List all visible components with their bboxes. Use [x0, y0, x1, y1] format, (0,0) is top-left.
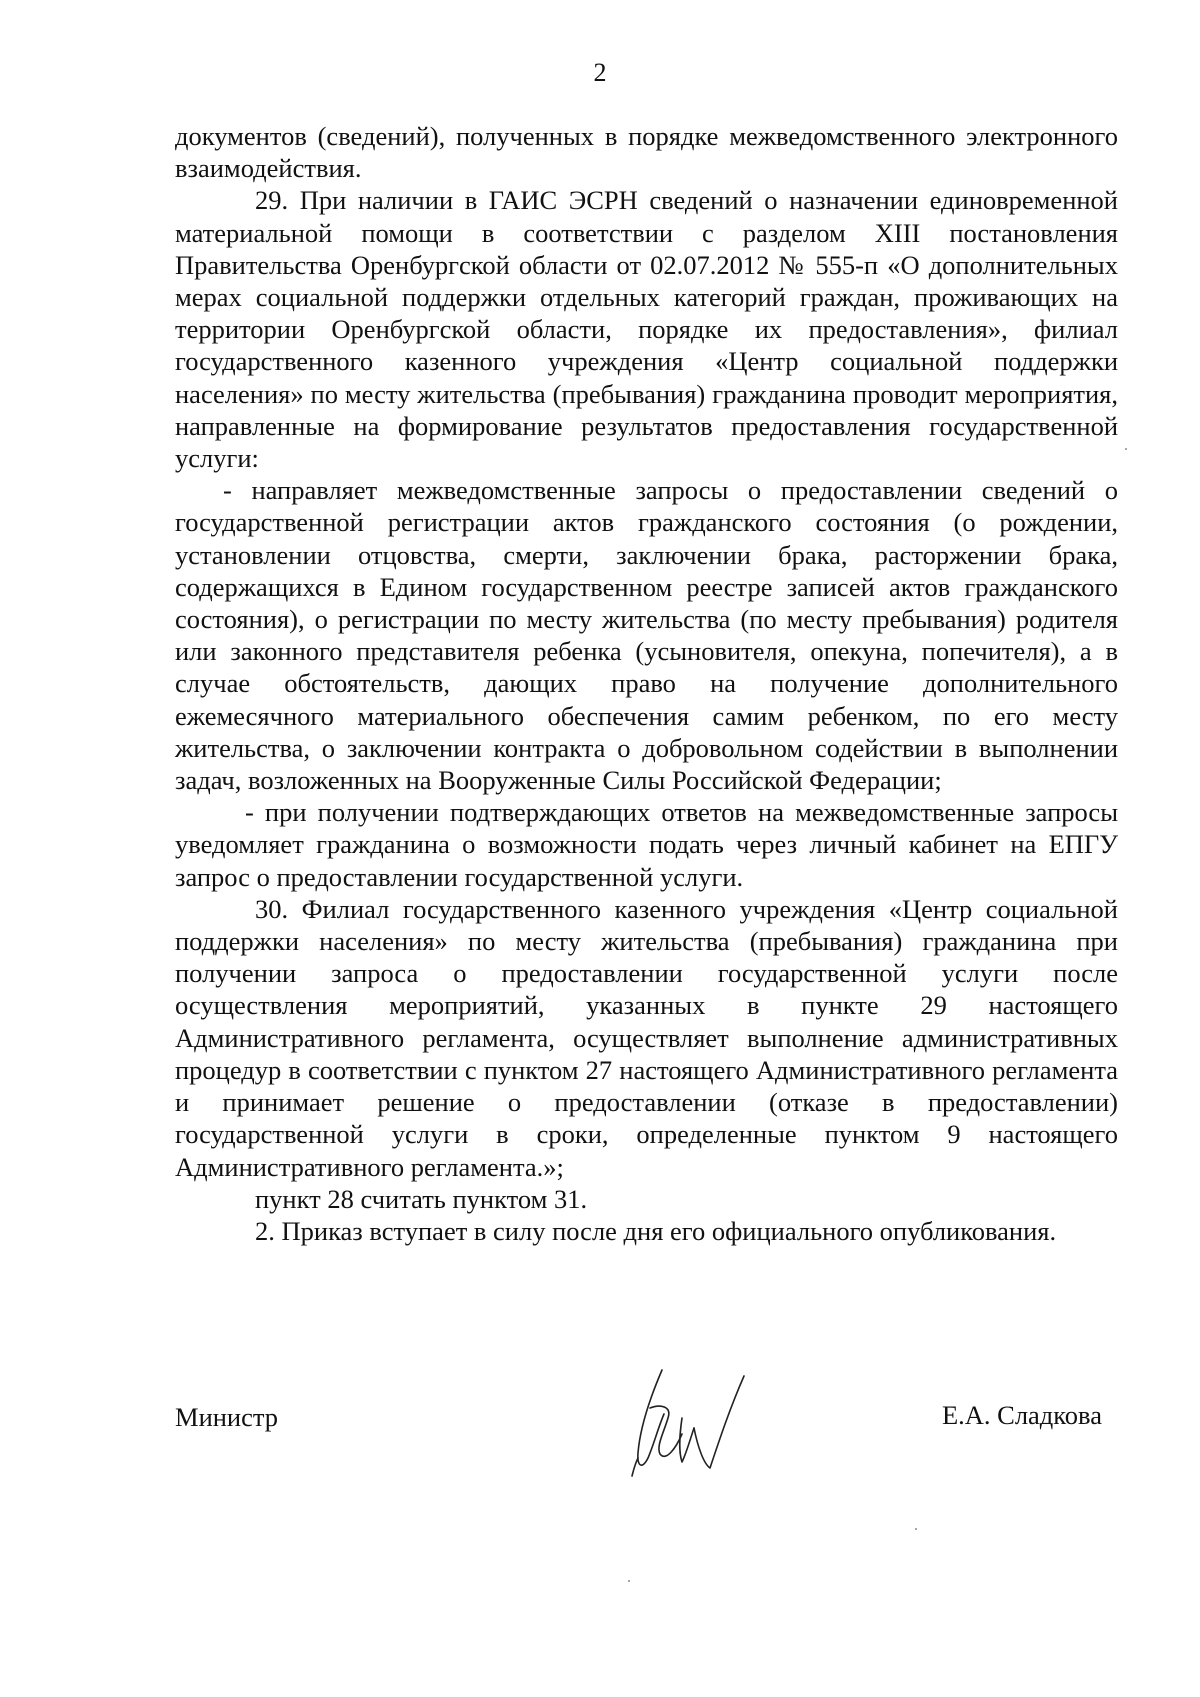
- handwritten-signature: [620, 1358, 750, 1483]
- scan-speck: [628, 1580, 630, 1582]
- paragraph-continuation: документов (сведений), полученных в порядке межведомственного электронного взаимодействия.: [175, 121, 1118, 184]
- scan-speck: [915, 1528, 917, 1530]
- paragraph-bullet-notification: - при получении подтверждающих ответов на межведомственные запросы уведомляет гражданина о возможности подать через личный кабинет на ЕПГУ запрос о предоставлении государственной услуги.: [175, 797, 1118, 892]
- document-body: [175, 120, 1118, 1247]
- signature-block: [175, 1400, 1118, 1520]
- paragraph-item-29: 29. При наличии в ГАИС ЭСРН сведений о назначении единовременной материальной помощи в соответствии с разделом XIII постановления Правительства Оренбургской области от 02.07.2012 № 555-п «О дополнительных мерах социальной поддержки отдельных категорий граждан, проживающих на территории Оренбургской области, порядке их предоставления», филиал государственного казенного учреждения «Центр социальной поддержки населения» по месту жительства (пребывания) гражданина проводит мероприятия, направленные на формирование результатов предоставления государственной услуги:: [175, 185, 1118, 474]
- scan-speck: [1125, 448, 1127, 450]
- signer-name: Е.А. Сладкова: [941, 1400, 1102, 1430]
- paragraph-item-2: 2. Приказ вступает в силу после дня его официального опубликования.: [255, 1215, 1057, 1246]
- signer-title: Министр: [175, 1402, 279, 1432]
- page-number: 2: [593, 58, 607, 87]
- paragraph-item-30: 30. Филиал государственного казенного учреждения «Центр социальной поддержки населения» по месту жительства (пребывания) гражданина при получении запроса о предоставлении государственной услуги после осуществления мероприятий, указанных в пункте 29 настоящего Административного регламента, осуществляет выполнение административных процедур в соответствии с пунктом 27 настоящего Административного регламента и принимает решение о предоставлении (отказе в предоставлении) государственной услуги в сроки, определенные пунктом 9 настоящего Административного регламента.»;: [175, 893, 1118, 1182]
- paragraph-renumber-note: пункт 28 считать пунктом 31.: [255, 1183, 588, 1214]
- paragraph-bullet-requests: - направляет межведомственные запросы о предоставлении сведений о государственной регистрации актов гражданского состояния (о рождении, установлении отцовства, смерти, заключении брака, расторжении брака, содержащихся в Едином государственном реестре записей актов гражданского состояния), о регистрации по месту жительства (по месту пребывания) родителя или законного представителя ребенка (усыновителя, опекуна, попечителя), а в случае обстоятельств, дающих право на получение дополнительного ежемесячного материального обеспечения самим ребенком, по его месту жительства, о заключении контракта о добровольном содействии в выполнении задач, возложенных на Вооруженные Силы Российской Федерации;: [175, 475, 1118, 796]
